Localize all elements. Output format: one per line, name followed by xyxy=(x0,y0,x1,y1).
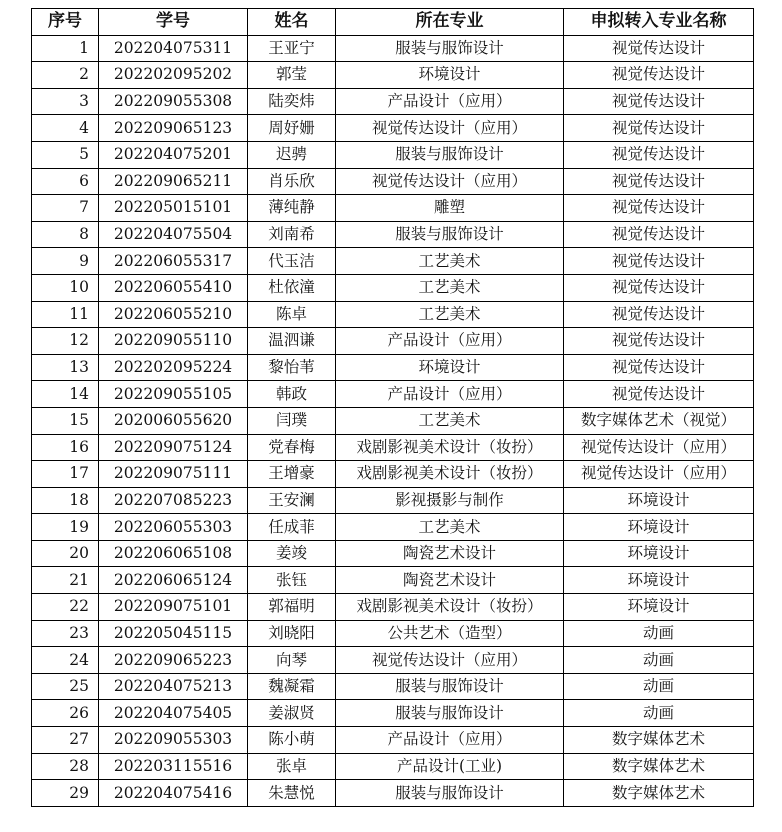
cell-name: 迟骋 xyxy=(248,141,336,168)
cell-student-id: 202209075124 xyxy=(99,434,248,461)
cell-student-id: 202205015101 xyxy=(99,195,248,222)
cell-seq: 2 xyxy=(32,62,99,89)
cell-student-id: 202006055620 xyxy=(99,407,248,434)
table-row xyxy=(32,753,754,780)
cell-target-major: 视觉传达设计 xyxy=(564,195,754,222)
cell-student-id: 202204075504 xyxy=(99,221,248,248)
cell-current-major: 服装与服饰设计 xyxy=(336,780,564,807)
cell-current-major: 视觉传达设计（应用） xyxy=(336,168,564,195)
table-row xyxy=(32,168,754,195)
cell-seq: 4 xyxy=(32,115,99,142)
cell-current-major: 产品设计(工业) xyxy=(336,753,564,780)
cell-target-major: 数字媒体艺术（视觉） xyxy=(564,407,754,434)
cell-student-id: 202206055303 xyxy=(99,514,248,541)
table-row xyxy=(32,35,754,62)
cell-current-major: 服装与服饰设计 xyxy=(336,221,564,248)
cell-student-id: 202204075311 xyxy=(99,35,248,62)
cell-current-major: 视觉传达设计（应用） xyxy=(336,115,564,142)
cell-current-major: 服装与服饰设计 xyxy=(336,700,564,727)
cell-target-major: 视觉传达设计 xyxy=(564,168,754,195)
cell-seq: 5 xyxy=(32,141,99,168)
cell-target-major: 数字媒体艺术 xyxy=(564,727,754,754)
table-row xyxy=(32,647,754,674)
cell-student-id: 202206065124 xyxy=(99,567,248,594)
cell-student-id: 202209055105 xyxy=(99,381,248,408)
cell-seq: 9 xyxy=(32,248,99,275)
cell-student-id: 202204075416 xyxy=(99,780,248,807)
cell-seq: 28 xyxy=(32,753,99,780)
cell-target-major: 环境设计 xyxy=(564,514,754,541)
cell-seq: 17 xyxy=(32,461,99,488)
cell-name: 刘晓阳 xyxy=(248,620,336,647)
header-seq: 序号 xyxy=(32,9,99,36)
cell-target-major: 环境设计 xyxy=(564,487,754,514)
table-row xyxy=(32,434,754,461)
cell-student-id: 202205045115 xyxy=(99,620,248,647)
cell-student-id: 202209055308 xyxy=(99,88,248,115)
cell-name: 肖乐欣 xyxy=(248,168,336,195)
cell-target-major: 视觉传达设计 xyxy=(564,62,754,89)
cell-name: 任成菲 xyxy=(248,514,336,541)
cell-target-major: 环境设计 xyxy=(564,567,754,594)
cell-seq: 20 xyxy=(32,540,99,567)
header-target-major: 申拟转入专业名称 xyxy=(564,9,754,36)
table-row xyxy=(32,381,754,408)
cell-target-major: 动画 xyxy=(564,647,754,674)
cell-seq: 12 xyxy=(32,328,99,355)
cell-seq: 3 xyxy=(32,88,99,115)
table-row xyxy=(32,594,754,621)
cell-current-major: 工艺美术 xyxy=(336,514,564,541)
cell-student-id: 202209065223 xyxy=(99,647,248,674)
cell-target-major: 动画 xyxy=(564,620,754,647)
cell-name: 陈卓 xyxy=(248,301,336,328)
cell-current-major: 戏剧影视美术设计（妆扮） xyxy=(336,461,564,488)
cell-student-id: 202209065123 xyxy=(99,115,248,142)
header-student-id: 学号 xyxy=(99,9,248,36)
cell-current-major: 陶瓷艺术设计 xyxy=(336,540,564,567)
table-row xyxy=(32,567,754,594)
cell-target-major: 视觉传达设计 xyxy=(564,88,754,115)
table-row xyxy=(32,274,754,301)
table-row xyxy=(32,195,754,222)
cell-name: 薄纯静 xyxy=(248,195,336,222)
cell-current-major: 戏剧影视美术设计（妆扮） xyxy=(336,594,564,621)
cell-current-major: 服装与服饰设计 xyxy=(336,141,564,168)
cell-seq: 19 xyxy=(32,514,99,541)
cell-current-major: 产品设计（应用） xyxy=(336,381,564,408)
cell-current-major: 工艺美术 xyxy=(336,407,564,434)
cell-target-major: 动画 xyxy=(564,700,754,727)
table-row xyxy=(32,620,754,647)
cell-seq: 21 xyxy=(32,567,99,594)
cell-student-id: 202202095202 xyxy=(99,62,248,89)
cell-seq: 25 xyxy=(32,673,99,700)
cell-target-major: 视觉传达设计 xyxy=(564,141,754,168)
cell-student-id: 202207085223 xyxy=(99,487,248,514)
cell-student-id: 202206065108 xyxy=(99,540,248,567)
cell-name: 温泗谦 xyxy=(248,328,336,355)
cell-student-id: 202209055110 xyxy=(99,328,248,355)
cell-student-id: 202209055303 xyxy=(99,727,248,754)
cell-seq: 11 xyxy=(32,301,99,328)
cell-name: 周妤姗 xyxy=(248,115,336,142)
header-current-major: 所在专业 xyxy=(336,9,564,36)
cell-student-id: 202209075101 xyxy=(99,594,248,621)
table-header-row xyxy=(32,9,754,36)
cell-target-major: 数字媒体艺术 xyxy=(564,753,754,780)
cell-seq: 29 xyxy=(32,780,99,807)
cell-name: 黎怡苇 xyxy=(248,354,336,381)
cell-student-id: 202206055317 xyxy=(99,248,248,275)
cell-student-id: 202206055410 xyxy=(99,274,248,301)
cell-seq: 10 xyxy=(32,274,99,301)
cell-name: 朱慧悦 xyxy=(248,780,336,807)
transfer-list-table xyxy=(31,8,754,807)
table-row xyxy=(32,514,754,541)
cell-student-id: 202204075201 xyxy=(99,141,248,168)
cell-target-major: 视觉传达设计 xyxy=(564,381,754,408)
cell-student-id: 202202095224 xyxy=(99,354,248,381)
cell-name: 闫璞 xyxy=(248,407,336,434)
table-row xyxy=(32,540,754,567)
cell-current-major: 雕塑 xyxy=(336,195,564,222)
table-row xyxy=(32,88,754,115)
cell-seq: 7 xyxy=(32,195,99,222)
cell-current-major: 环境设计 xyxy=(336,354,564,381)
cell-target-major: 视觉传达设计（应用） xyxy=(564,461,754,488)
table-body xyxy=(32,35,754,806)
table-row xyxy=(32,487,754,514)
cell-student-id: 202209065211 xyxy=(99,168,248,195)
table-row xyxy=(32,727,754,754)
table-row xyxy=(32,62,754,89)
cell-name: 姜竣 xyxy=(248,540,336,567)
cell-target-major: 数字媒体艺术 xyxy=(564,780,754,807)
cell-name: 张卓 xyxy=(248,753,336,780)
cell-current-major: 服装与服饰设计 xyxy=(336,673,564,700)
cell-target-major: 视觉传达设计 xyxy=(564,115,754,142)
cell-student-id: 202204075405 xyxy=(99,700,248,727)
cell-name: 张钰 xyxy=(248,567,336,594)
cell-name: 王安澜 xyxy=(248,487,336,514)
cell-seq: 22 xyxy=(32,594,99,621)
cell-name: 党春梅 xyxy=(248,434,336,461)
cell-name: 王亚宁 xyxy=(248,35,336,62)
cell-current-major: 陶瓷艺术设计 xyxy=(336,567,564,594)
cell-seq: 8 xyxy=(32,221,99,248)
table-row xyxy=(32,780,754,807)
cell-seq: 14 xyxy=(32,381,99,408)
cell-seq: 16 xyxy=(32,434,99,461)
table-row xyxy=(32,115,754,142)
cell-target-major: 环境设计 xyxy=(564,594,754,621)
cell-name: 刘南希 xyxy=(248,221,336,248)
cell-name: 魏凝霜 xyxy=(248,673,336,700)
cell-current-major: 产品设计（应用） xyxy=(336,727,564,754)
cell-target-major: 视觉传达设计 xyxy=(564,35,754,62)
cell-target-major: 视觉传达设计 xyxy=(564,221,754,248)
cell-target-major: 视觉传达设计 xyxy=(564,328,754,355)
cell-target-major: 视觉传达设计 xyxy=(564,354,754,381)
table-row xyxy=(32,221,754,248)
cell-name: 郭福明 xyxy=(248,594,336,621)
cell-current-major: 环境设计 xyxy=(336,62,564,89)
cell-student-id: 202206055210 xyxy=(99,301,248,328)
table-row xyxy=(32,461,754,488)
cell-student-id: 202204075213 xyxy=(99,673,248,700)
cell-current-major: 工艺美术 xyxy=(336,248,564,275)
cell-current-major: 视觉传达设计（应用） xyxy=(336,647,564,674)
cell-name: 向琴 xyxy=(248,647,336,674)
cell-target-major: 环境设计 xyxy=(564,540,754,567)
cell-name: 陆奕炜 xyxy=(248,88,336,115)
cell-current-major: 工艺美术 xyxy=(336,301,564,328)
cell-name: 韩政 xyxy=(248,381,336,408)
table-row xyxy=(32,354,754,381)
cell-target-major: 视觉传达设计（应用） xyxy=(564,434,754,461)
cell-current-major: 公共艺术（造型） xyxy=(336,620,564,647)
cell-seq: 23 xyxy=(32,620,99,647)
cell-seq: 1 xyxy=(32,35,99,62)
table-row xyxy=(32,328,754,355)
cell-current-major: 戏剧影视美术设计（妆扮） xyxy=(336,434,564,461)
table-row xyxy=(32,301,754,328)
table-row xyxy=(32,248,754,275)
cell-seq: 24 xyxy=(32,647,99,674)
cell-seq: 26 xyxy=(32,700,99,727)
cell-current-major: 工艺美术 xyxy=(336,274,564,301)
table-row xyxy=(32,407,754,434)
table-row xyxy=(32,700,754,727)
cell-name: 杜依潼 xyxy=(248,274,336,301)
cell-target-major: 动画 xyxy=(564,673,754,700)
cell-current-major: 服装与服饰设计 xyxy=(336,35,564,62)
table-row xyxy=(32,141,754,168)
cell-target-major: 视觉传达设计 xyxy=(564,274,754,301)
table-row xyxy=(32,673,754,700)
cell-seq: 6 xyxy=(32,168,99,195)
cell-current-major: 产品设计（应用） xyxy=(336,88,564,115)
cell-name: 代玉洁 xyxy=(248,248,336,275)
cell-name: 王增豪 xyxy=(248,461,336,488)
cell-target-major: 视觉传达设计 xyxy=(564,248,754,275)
cell-student-id: 202203115516 xyxy=(99,753,248,780)
cell-current-major: 影视摄影与制作 xyxy=(336,487,564,514)
cell-seq: 27 xyxy=(32,727,99,754)
header-name: 姓名 xyxy=(248,9,336,36)
cell-name: 郭莹 xyxy=(248,62,336,89)
cell-seq: 15 xyxy=(32,407,99,434)
cell-seq: 13 xyxy=(32,354,99,381)
cell-student-id: 202209075111 xyxy=(99,461,248,488)
cell-seq: 18 xyxy=(32,487,99,514)
cell-target-major: 视觉传达设计 xyxy=(564,301,754,328)
cell-name: 陈小萌 xyxy=(248,727,336,754)
cell-current-major: 产品设计（应用） xyxy=(336,328,564,355)
cell-name: 姜淑贤 xyxy=(248,700,336,727)
